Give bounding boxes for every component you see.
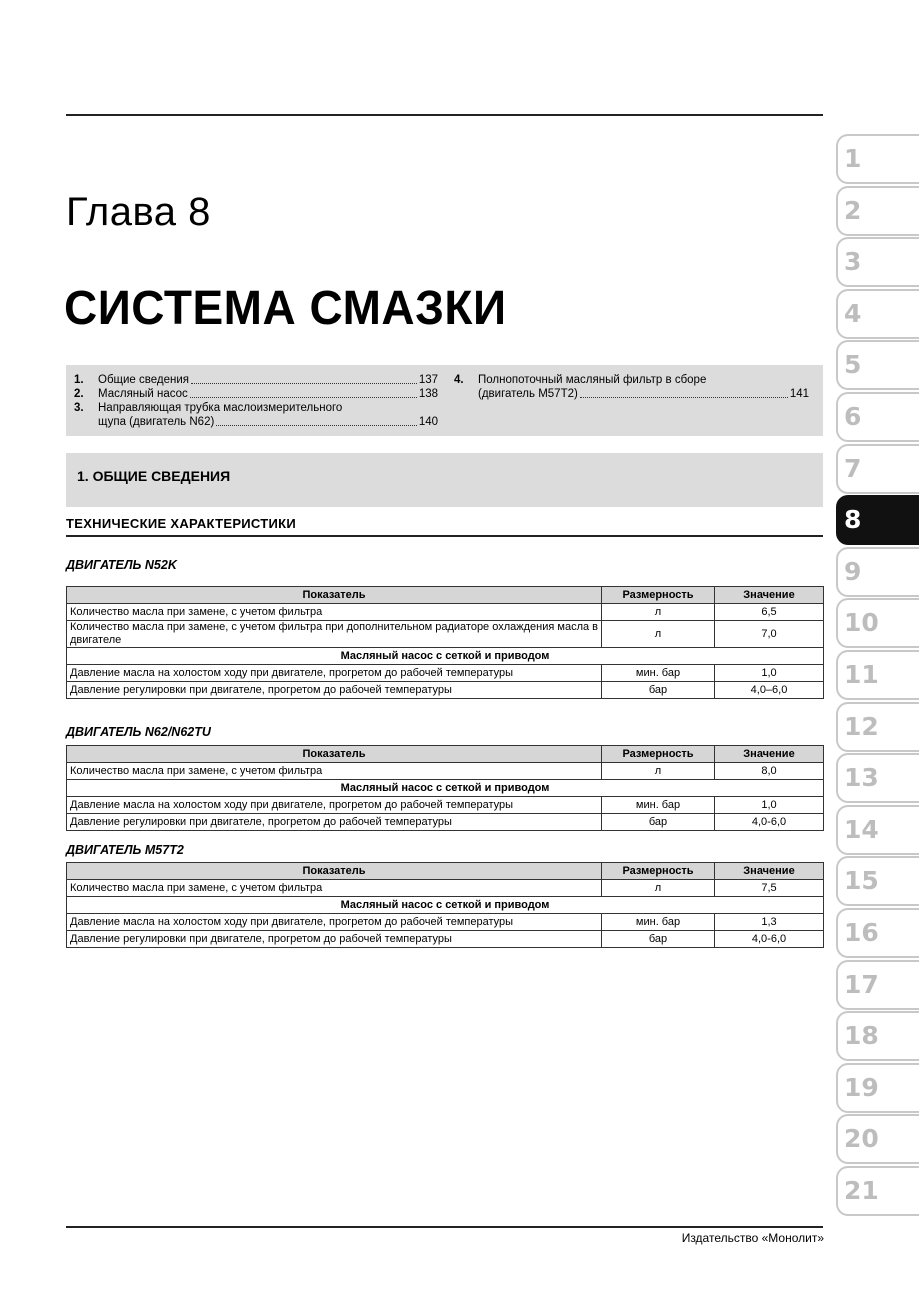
chapter-tab-12[interactable]: 12 bbox=[836, 702, 919, 752]
table-header-cell: Значение bbox=[715, 863, 824, 880]
table-cell: Количество масла при замене, с учетом фильтра bbox=[67, 880, 602, 897]
toc-item-number: 2. bbox=[74, 388, 84, 400]
chapter-tab-21[interactable]: 21 bbox=[836, 1166, 919, 1216]
table-cell: бар bbox=[602, 682, 715, 699]
table-row bbox=[67, 621, 824, 648]
chapter-tab-9[interactable]: 9 bbox=[836, 547, 919, 597]
toc-item-text: Общие сведения bbox=[98, 374, 189, 386]
toc-leader-dots bbox=[190, 397, 417, 398]
chapter-tab-3[interactable]: 3 bbox=[836, 237, 919, 287]
toc-column-right bbox=[454, 373, 809, 401]
table-row bbox=[67, 931, 824, 948]
table-cell: Количество масла при замене, с учетом фильтра bbox=[67, 604, 602, 621]
spec-table bbox=[66, 862, 824, 948]
chapter-tab-16[interactable]: 16 bbox=[836, 908, 919, 958]
table-cell: мин. бар bbox=[602, 797, 715, 814]
table-cell: Давление масла на холостом ходу при двигателе, прогретом до рабочей температуры bbox=[67, 797, 602, 814]
table-cell: 1,3 bbox=[715, 914, 824, 931]
table-header-cell: Показатель bbox=[67, 863, 602, 880]
table-cell: Давление регулировки при двигателе, прогретом до рабочей температуры bbox=[67, 931, 602, 948]
spec-table bbox=[66, 586, 824, 699]
table-cell: Давление масла на холостом ходу при двигателе, прогретом до рабочей температуры bbox=[67, 665, 602, 682]
table-header-cell: Размерность bbox=[602, 587, 715, 604]
table-cell: 1,0 bbox=[715, 665, 824, 682]
chapter-tab-20[interactable]: 20 bbox=[836, 1114, 919, 1164]
table-section-cell: Масляный насос с сеткой и приводом bbox=[67, 648, 824, 665]
toc-item-text: (двигатель М57Т2) bbox=[478, 388, 578, 400]
table-section-cell: Масляный насос с сеткой и приводом bbox=[67, 897, 824, 914]
table-header-row bbox=[67, 863, 824, 880]
table-cell: Давление регулировки при двигателе, прогретом до рабочей температуры bbox=[67, 814, 602, 831]
spec-table bbox=[66, 745, 824, 831]
publisher-footer: Издательство «Монолит» bbox=[681, 1231, 824, 1245]
table-cell: 6,5 bbox=[715, 604, 824, 621]
table-cell: л bbox=[602, 604, 715, 621]
table-header-row bbox=[67, 746, 824, 763]
table-cell: Давление масла на холостом ходу при двигателе, прогретом до рабочей температуры bbox=[67, 914, 602, 931]
toc-item-number: 1. bbox=[74, 374, 84, 386]
table-row bbox=[67, 880, 824, 897]
table-row bbox=[67, 604, 824, 621]
toc-page-number: 140 bbox=[418, 416, 438, 428]
chapter-tab-6[interactable]: 6 bbox=[836, 392, 919, 442]
toc-item-text: Полнопоточный масляный фильтр в сборе bbox=[478, 374, 707, 386]
engine-label: ДВИГАТЕЛЬ N62/N62TU bbox=[66, 725, 211, 739]
table-header-cell: Показатель bbox=[67, 746, 602, 763]
toc-item[interactable] bbox=[74, 387, 438, 401]
table-cell: 8,0 bbox=[715, 763, 824, 780]
toc-item-line bbox=[478, 373, 809, 387]
table-cell: Количество масла при замене, с учетом фильтра при дополнительном радиаторе охлаждения масла в двигателе bbox=[67, 621, 602, 648]
table-cell: Давление регулировки при двигателе, прогретом до рабочей температуры bbox=[67, 682, 602, 699]
table-cell: Количество масла при замене, с учетом фильтра bbox=[67, 763, 602, 780]
toc-leader-dots bbox=[216, 425, 417, 426]
table-cell: 7,5 bbox=[715, 880, 824, 897]
toc-item-line bbox=[478, 387, 809, 401]
table-row bbox=[67, 682, 824, 699]
toc-item-number: 4. bbox=[454, 374, 464, 386]
table-cell: л bbox=[602, 621, 715, 648]
toc-item-line bbox=[98, 415, 438, 429]
table-cell: мин. бар bbox=[602, 914, 715, 931]
table-cell: бар bbox=[602, 931, 715, 948]
table-header-cell: Показатель bbox=[67, 587, 602, 604]
toc-item-text: Направляющая трубка маслоизмерительного bbox=[98, 402, 343, 414]
chapter-tab-1[interactable]: 1 bbox=[836, 134, 919, 184]
table-cell: бар bbox=[602, 814, 715, 831]
toc-item[interactable] bbox=[74, 401, 438, 429]
bottom-rule bbox=[66, 1226, 823, 1228]
toc-column-left bbox=[74, 373, 438, 429]
chapter-title: СИСТЕМА СМАЗКИ bbox=[64, 279, 507, 335]
toc-item-number: 3. bbox=[74, 402, 84, 414]
chapter-tab-10[interactable]: 10 bbox=[836, 598, 919, 648]
subheading-rule bbox=[66, 535, 823, 537]
chapter-tab-19[interactable]: 19 bbox=[836, 1063, 919, 1113]
table-row bbox=[67, 665, 824, 682]
toc-leader-dots bbox=[580, 397, 788, 398]
chapter-tab-13[interactable]: 13 bbox=[836, 753, 919, 803]
toc-page-number: 137 bbox=[418, 374, 438, 386]
toc-item[interactable] bbox=[74, 373, 438, 387]
chapter-tab-4[interactable]: 4 bbox=[836, 289, 919, 339]
toc-item-body bbox=[98, 387, 438, 401]
table-cell: 7,0 bbox=[715, 621, 824, 648]
table-header-cell: Размерность bbox=[602, 863, 715, 880]
toc-item-text: Масляный насос bbox=[98, 388, 188, 400]
table-cell: мин. бар bbox=[602, 665, 715, 682]
table-header-cell: Значение bbox=[715, 746, 824, 763]
toc-page-number: 141 bbox=[789, 388, 809, 400]
section-title: 1. ОБЩИЕ СВЕДЕНИЯ bbox=[77, 468, 231, 484]
toc-item-body bbox=[478, 373, 809, 401]
table-cell: 4,0-6,0 bbox=[715, 814, 824, 831]
toc-item[interactable] bbox=[454, 373, 809, 401]
chapter-tab-14[interactable]: 14 bbox=[836, 805, 919, 855]
subheading: ТЕХНИЧЕСКИЕ ХАРАКТЕРИСТИКИ bbox=[66, 516, 297, 531]
chapter-tab-2[interactable]: 2 bbox=[836, 186, 919, 236]
chapter-tab-17[interactable]: 17 bbox=[836, 960, 919, 1010]
engine-label: ДВИГАТЕЛЬ M57T2 bbox=[66, 843, 184, 857]
toc-item-line bbox=[98, 373, 438, 387]
table-row bbox=[67, 814, 824, 831]
table-cell: 4,0–6,0 bbox=[715, 682, 824, 699]
chapter-tab-15[interactable]: 15 bbox=[836, 856, 919, 906]
table-row bbox=[67, 763, 824, 780]
top-rule bbox=[66, 114, 823, 116]
toc-item-line bbox=[98, 387, 438, 401]
table-cell: л bbox=[602, 763, 715, 780]
table-header-cell: Значение bbox=[715, 587, 824, 604]
chapter-tab-11[interactable]: 11 bbox=[836, 650, 919, 700]
chapter-tab-8[interactable]: 8 bbox=[836, 495, 919, 545]
table-of-contents bbox=[66, 365, 823, 436]
toc-item-body bbox=[98, 373, 438, 387]
chapter-tab-5[interactable]: 5 bbox=[836, 340, 919, 390]
table-cell: л bbox=[602, 880, 715, 897]
table-cell: 1,0 bbox=[715, 797, 824, 814]
table-header-cell: Размерность bbox=[602, 746, 715, 763]
table-header-row bbox=[67, 587, 824, 604]
toc-page-number: 138 bbox=[418, 388, 438, 400]
engine-label: ДВИГАТЕЛЬ N52K bbox=[66, 558, 177, 572]
table-section-row bbox=[67, 648, 824, 665]
chapter-tab-7[interactable]: 7 bbox=[836, 444, 919, 494]
toc-item-line bbox=[98, 401, 438, 415]
toc-leader-dots bbox=[191, 383, 417, 384]
chapter-label: Глава 8 bbox=[66, 190, 211, 234]
table-section-cell: Масляный насос с сеткой и приводом bbox=[67, 780, 824, 797]
table-section-row bbox=[67, 780, 824, 797]
section-bar bbox=[66, 453, 823, 507]
chapter-tab-18[interactable]: 18 bbox=[836, 1011, 919, 1061]
table-section-row bbox=[67, 897, 824, 914]
toc-item-body bbox=[98, 401, 438, 429]
table-cell: 4,0-6,0 bbox=[715, 931, 824, 948]
toc-item-text: щупа (двигатель N62) bbox=[98, 416, 215, 428]
table-row bbox=[67, 797, 824, 814]
table-row bbox=[67, 914, 824, 931]
